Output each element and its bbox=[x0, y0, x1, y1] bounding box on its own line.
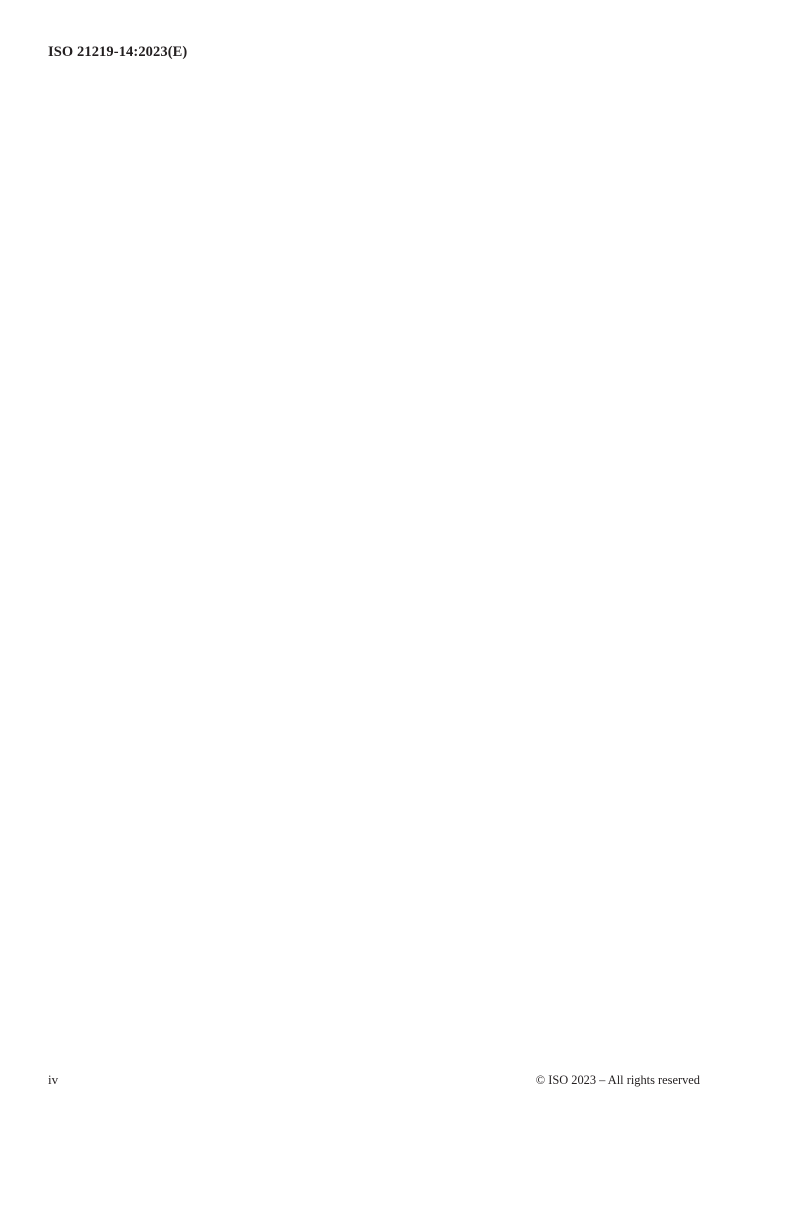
copyright-notice: © ISO 2023 – All rights reserved bbox=[535, 1073, 700, 1087]
document-header: ISO 21219-14:2023(E) bbox=[48, 44, 188, 60]
toc-bibliography-page-number bbox=[48, 110, 793, 1232]
toc-entry-bibliography[interactable] bbox=[48, 315, 700, 338]
table-of-contents bbox=[48, 110, 700, 337]
page-folio: iv bbox=[48, 1072, 59, 1087]
document-footer bbox=[48, 1072, 700, 1088]
